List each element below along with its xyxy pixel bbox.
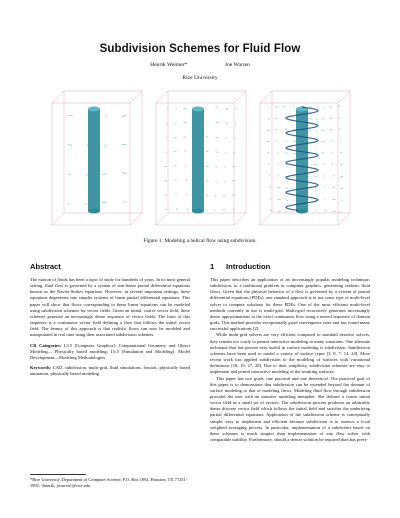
abstract-body: The motion of fluids has been a topic of study for hundreds of years. In its most general setting, fluid flow is governed by a system of non-linear partial differential equations known as the Navier-Stokes equations. However, in several important settings, these equations degenerate into simpler systems of linear partial differential equations. This paper will show that flows corresponding to these linear equations can be modeled using subdivision schemes for vector fields. Given an initial, coarse vector field, these schemes generate an increasingly dense sequence of vector fields. The limit of this sequence is a continuous vector field defining a flow that follows the initial vector field. The beauty of this approach is that realistic flows can now be modeled and manipulated in real time using their associated subdivision schemes.	[30, 277, 190, 338]
cylinder-bottom	[88, 209, 100, 214]
flow-arrow	[332, 163, 333, 164]
flow-arrow	[175, 194, 176, 195]
flow-arrow	[185, 165, 186, 166]
flow-arrow	[104, 145, 107, 147]
flow-arrow	[85, 203, 88, 205]
flow-arrow	[267, 153, 270, 154]
frame-edge	[130, 213, 142, 225]
paper-title: Subdivision Schemes for Fluid Flow	[99, 43, 301, 55]
introduction-heading	[210, 262, 370, 271]
flow-arrow	[174, 180, 176, 181]
flow-arrow	[293, 188, 294, 189]
flow-arrow	[340, 140, 341, 141]
flow-arrow	[216, 152, 219, 153]
flow-arrow	[184, 151, 186, 152]
flow-arrow	[206, 136, 208, 137]
flow-arrow	[293, 176, 295, 177]
flow-arrow	[278, 175, 280, 176]
frame-edge	[130, 91, 142, 103]
flow-arrow	[340, 152, 342, 153]
frame-edge	[260, 91, 272, 103]
intro-paragraph-3: This paper has two goals, one practical and one theoretical. The practical goal of this paper is to demonstrate that subdivision can be extended beyond the domain of surface modeling to that of modeling flows. Modeling fluid flow through subdivision provides the user with an intuitive modeling metaphor. She defines a coarse initial vector field as a small set of vectors. The subdivision process produces an arbitrarily dense discrete vector field which follows the initial field and satisfies the underlying partial differential equations. Application of the subdivision scheme is conceptually simple, easy to implement and efficient because subdivision is in essence a local weighted averaging process. In particular, implementation of a subdivider based on these schemes is much simpler than implementation of any flow solver with comparable stability. Furthermore, should a denser solution be required than has previ-	[210, 375, 370, 443]
flow-arrow	[331, 140, 333, 141]
flow-arrow	[269, 107, 270, 108]
flow-arrow	[268, 164, 270, 165]
flow-arrow	[330, 129, 333, 130]
flow-arrow	[332, 152, 333, 153]
section-number: 1	[210, 262, 215, 271]
flow-arrow	[174, 137, 177, 138]
frame-edge	[52, 213, 64, 225]
intro-paragraph-2: While multi-grid solvers are very efficient compared to standard iterative solvers, they remain too costly to permit interactive modeling in many situations. One alternate technique that has proven very useful in surface modeling is subdivision. Subdivision schemes have been used to model a variety of surface types [3, 8, 7, 14, 24]. More recent work has applied subdivision to the modeling of surfaces with variational definitions [18, 19, 27, 28]. Due to their simplicity, subdivision schemes are easy to implement and permit interactive modeling of the resulting surfaces.	[210, 332, 370, 375]
affiliation: Rice University	[182, 75, 218, 81]
keywords-label: Keywords:	[30, 365, 52, 371]
flow-arrow	[340, 211, 341, 212]
flow-arrow	[286, 152, 288, 153]
figure-panels	[46, 88, 354, 228]
flow-arrow	[309, 118, 311, 119]
flow-arrow	[206, 151, 209, 152]
left-column	[30, 262, 190, 377]
flow-arrow	[165, 209, 167, 210]
flow-arrow	[206, 210, 207, 211]
flow-arrow	[340, 188, 343, 189]
flow-arrow	[225, 152, 226, 153]
figure-caption: Figure 1: Modeling a helical flow using subdivision.	[143, 238, 257, 244]
frame-edge	[338, 213, 350, 225]
flow-arrow	[123, 201, 127, 203]
flow-arrow	[174, 166, 177, 167]
keywords-text: CAD, subdivision, multi-grid, fluid simulations, fractals, physically based animation, physically based modeling	[30, 365, 190, 377]
flow-arrow	[166, 137, 167, 138]
flow-arrow	[317, 107, 318, 108]
flow-arrow	[176, 108, 177, 109]
flow-arrow	[206, 121, 207, 122]
flow-arrow	[165, 152, 167, 153]
intro-paragraph-1: This paper describes an application of an increasingly popular modeling technique, subdivision, to a traditional problem in computer graphics, generating realistic fluid flows. Given that the physical behavior of a flow is governed by a system of partial differential equations (PDEs), one standard approach is to use some type of multi-level solver to compute solutions for these PDEs. One of the most efficient multi-level methods currently in use is multi-grid. Multi-grid recursively generates increasingly dense approximations to the exact continuous flow using a nested sequence of domain grids. This method provides exceptionally good convergence rates and has found many successful applications [2].	[210, 277, 370, 332]
flow-arrow	[214, 210, 215, 211]
flow-arrow	[206, 195, 208, 196]
flow-arrow	[68, 145, 73, 146]
flow-arrow	[68, 174, 71, 176]
flow-arrow	[275, 129, 278, 130]
flow-arrow	[309, 130, 311, 131]
flow-arrow	[268, 118, 270, 119]
flow-arrow	[87, 174, 88, 176]
frame-edge	[234, 213, 246, 225]
flow-arrow	[68, 203, 70, 205]
keywords	[30, 365, 190, 377]
flow-arrow	[102, 174, 106, 175]
cylinder-bottom	[192, 209, 204, 214]
flow-arrow	[286, 200, 288, 201]
flow-arrow	[276, 140, 278, 141]
cylinder-top	[192, 107, 204, 112]
flow-arrow	[293, 141, 296, 142]
flow-arrow	[322, 118, 324, 119]
flow-arrow	[223, 195, 225, 196]
flow-arrow	[225, 123, 228, 124]
section-title: Introduction	[226, 262, 271, 271]
flow-arrow	[340, 200, 342, 201]
flow-arrow	[286, 140, 287, 141]
flow-arrow	[164, 166, 167, 167]
flow-arrow	[324, 175, 325, 176]
footnote: *Rice University, Department of Computer Science, P.O. Box 1892, Houston, TX 77251-1892, {henrik, jwarren}@rice.edu	[30, 477, 188, 488]
flow-arrow	[322, 153, 325, 154]
flow-arrow	[186, 209, 188, 210]
frame-edge	[234, 91, 246, 103]
flow-arrow	[175, 123, 177, 124]
frame-edge	[52, 91, 64, 103]
flow-arrow	[106, 116, 107, 118]
flow-arrow	[235, 108, 237, 109]
helical-flow-figure	[46, 88, 354, 228]
author-line	[0, 62, 400, 68]
author-warren: Joe Warren	[224, 62, 250, 68]
abstract-heading: Abstract	[30, 262, 61, 271]
cr-categories	[30, 343, 190, 361]
flow-arrow	[234, 137, 235, 138]
flow-arrow	[122, 116, 127, 117]
flow-arrow	[340, 164, 343, 165]
frame-edge	[156, 91, 168, 103]
flow-arrow	[283, 106, 285, 107]
flow-arrow	[167, 123, 168, 124]
right-column	[210, 262, 370, 443]
flow-arrow	[216, 166, 218, 167]
cylinder-body	[88, 109, 100, 211]
flow-arrow	[293, 117, 294, 118]
author-weimer: Henrik Weimer*	[150, 62, 188, 68]
flow-arrow	[184, 108, 187, 109]
flow-arrow	[332, 175, 334, 176]
flow-arrow	[316, 130, 317, 131]
cylinder-body	[192, 109, 204, 211]
frame-back	[272, 91, 350, 213]
flow-arrow	[267, 130, 270, 131]
flow-arrow	[323, 164, 325, 165]
flow-arrow	[292, 211, 293, 212]
flow-arrow	[325, 210, 327, 211]
frame-back	[64, 91, 142, 213]
flow-arrow	[186, 194, 187, 195]
cr-categories-label: CR Categories:	[30, 342, 62, 348]
flow-arrow	[332, 187, 335, 188]
flow-arrow	[278, 187, 281, 188]
flow-arrow	[339, 117, 340, 118]
flow-arrow	[308, 153, 309, 154]
flow-arrow	[167, 108, 169, 109]
frame-edge	[260, 213, 272, 225]
flow-arrow	[233, 152, 235, 153]
flow-arrow	[270, 198, 271, 199]
flow-arrow	[216, 181, 217, 182]
flow-arrow	[224, 181, 226, 182]
frame-edge	[338, 91, 350, 103]
flow-arrow	[286, 211, 287, 212]
flow-arrow	[284, 117, 285, 118]
flow-arrow	[325, 198, 326, 199]
frame-edge	[156, 213, 168, 225]
flow-arrow	[216, 122, 219, 123]
flow-arrow	[314, 176, 317, 177]
flow-arrow	[225, 137, 227, 138]
flow-arrow	[184, 137, 187, 138]
cr-categories-text: I.3.5 [Computer Graphics]: Computational Geometry and Object Modeling— Physically based modeling; I.6.5 [Simulation and Modeling]: Model Development—Modeling Methodologies	[30, 342, 190, 360]
flow-arrow	[277, 152, 278, 153]
flow-arrow	[216, 107, 218, 108]
flow-arrow	[122, 173, 127, 174]
cylinder-top	[88, 107, 100, 112]
flow-arrow	[323, 107, 324, 108]
footnote-rule	[30, 474, 86, 475]
flow-arrow	[278, 163, 279, 164]
flow-arrow	[269, 175, 270, 176]
